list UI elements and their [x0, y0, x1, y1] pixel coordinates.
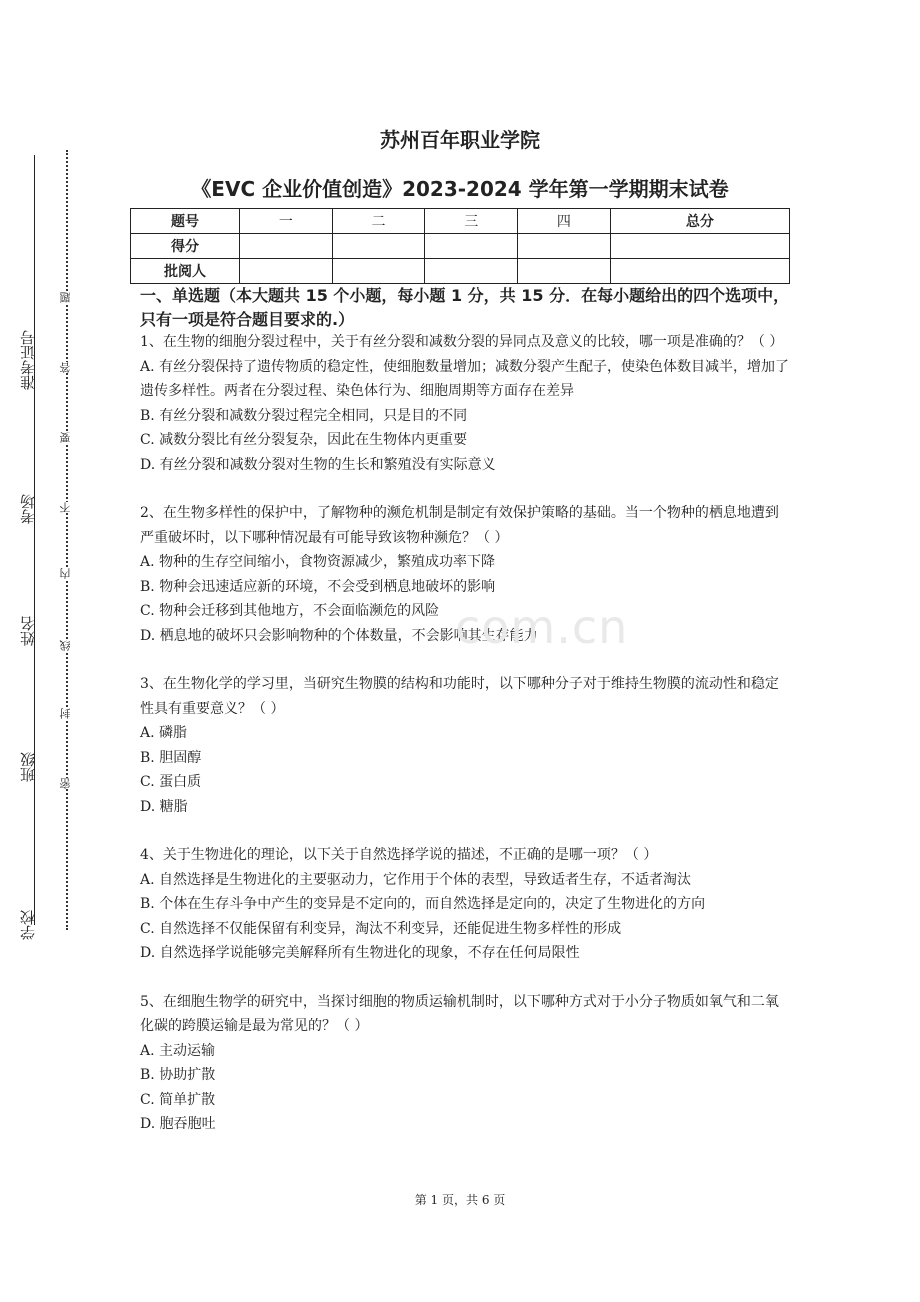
answer-option: A. 磷脂: [140, 725, 188, 741]
answer-option: B. 胆固醇: [140, 749, 202, 766]
binding-field-label: 考场: [19, 494, 37, 524]
answer-option: D. 糖脂: [140, 798, 188, 815]
seal-notice-char: 答: [59, 362, 72, 373]
score-cell: [610, 259, 789, 284]
score-row-label: 得分: [131, 234, 240, 259]
score-cell: [332, 259, 425, 284]
page-footer: 第 1 页，共 6 页: [414, 1193, 506, 1207]
score-table-row: [131, 259, 790, 284]
score-header-cell: 总分: [610, 209, 789, 234]
question-list: [140, 330, 790, 1161]
answer-option: D. 栖息地的破坏只会影响物种的个体数量，不会影响其生存能力: [140, 627, 538, 644]
answer-option: C. 自然选择不仅能保留有利变异，淘汰不利变异，还能促进生物多样性的形成: [140, 920, 622, 937]
seal-dotted-line: [66, 150, 68, 930]
answer-option: B. 物种会迅速适应新的环境，不会受到栖息地破坏的影响: [140, 578, 496, 595]
question-item: [140, 501, 790, 648]
score-table-header-row: [131, 209, 790, 234]
section-heading: 一、单选题（本大题共 15 个小题，每小题 1 分，共 15 分．在每小题给出的四个选项中，只有一项是符合题目要求的.）: [140, 286, 790, 329]
answer-option: D. 有丝分裂和减数分裂对生物的生长和繁殖没有实际意义: [140, 456, 496, 473]
answer-option: A. 物种的生存空间缩小，食物资源减少，繁殖成功率下降: [140, 554, 496, 570]
question-stem: 2、在生物多样性的保护中，了解物种的濒危机制是制定有效保护策略的基础。当一个物种的栖息地遭到严重破坏时，以下哪种情况最有可能导致该物种濒危？（ ）: [140, 505, 779, 546]
seal-notice-char: 线: [59, 640, 72, 651]
institution-title: 苏州百年职业学院: [380, 128, 540, 152]
question-stem: 5、在细胞生物学的研究中，当探讨细胞的物质运输机制时，以下哪种方式对于小分子物质如氧气和二氧化碳的跨膜运输是最为常见的？（ ）: [140, 993, 779, 1034]
question-stem: 1、在生物的细胞分裂过程中，关于有丝分裂和减数分裂的异同点及意义的比较，哪一项是准确的？（ ）: [140, 334, 784, 350]
question-stem: 3、在生物化学的学习里，当研究生物膜的结构和功能时，以下哪种分子对于维持生物膜的流动性和稳定性具有重要意义？（ ）: [140, 676, 779, 717]
score-cell: [425, 259, 518, 284]
answer-option: D. 自然选择学说能够完美解释所有生物进化的现象，不存在任何局限性: [140, 945, 580, 961]
answer-option: C. 蛋白质: [140, 774, 202, 790]
seal-notice-char: 题: [59, 292, 72, 303]
seal-notice-char: 密: [59, 778, 72, 789]
binding-field-label: 姓名: [19, 616, 37, 646]
score-table: [130, 208, 790, 284]
answer-option: C. 简单扩散: [140, 1091, 216, 1108]
seal-notice-char: 不: [59, 502, 72, 513]
exam-title: 《EVC 企业价值创造》2023-2024 学年第一学期期末试卷: [191, 177, 729, 201]
score-header-cell: 四: [518, 209, 611, 234]
score-header-cell: 一: [240, 209, 333, 234]
score-cell: [425, 234, 518, 259]
watermark: com.cn: [455, 600, 629, 654]
score-cell: [240, 234, 333, 259]
answer-option: B. 有丝分裂和减数分裂过程完全相同，只是目的不同: [140, 407, 468, 424]
score-header-cell: 题号: [131, 209, 240, 234]
answer-option: B. 个体在生存斗争中产生的变异是不定向的，而自然选择是定向的，决定了生物进化的方向: [140, 896, 706, 912]
answer-option: B. 协助扩散: [140, 1067, 216, 1083]
answer-option: D. 胞吞胞吐: [140, 1116, 216, 1132]
answer-option: A. 有丝分裂保持了遗传物质的稳定性，使细胞数量增加；减数分裂产生配子，使染色体数目减半，增加了遗传多样性。两者在分裂过程、染色体行为、细胞周期等方面存在差异: [140, 358, 790, 399]
seal-notice-char: 封: [59, 708, 72, 719]
binding-field-label: 准考证号: [19, 330, 37, 390]
binding-solid-line: [34, 155, 35, 925]
binding-field-label: 班级: [19, 752, 37, 782]
answer-option: A. 自然选择是生物进化的主要驱动力，它作用于个体的表型，导致适者生存，不适者淘汰: [140, 871, 692, 888]
score-table-row: [131, 234, 790, 259]
question-item: [140, 843, 790, 966]
score-cell: [518, 234, 611, 259]
score-cell: [518, 259, 611, 284]
answer-option: C. 减数分裂比有丝分裂复杂，因此在生物体内更重要: [140, 432, 468, 448]
score-row-label: 批阅人: [131, 259, 240, 284]
score-header-cell: 三: [425, 209, 518, 234]
question-item: [140, 330, 790, 477]
binding-field-label: 学校: [19, 910, 37, 940]
score-header-cell: 二: [332, 209, 425, 234]
question-item: [140, 990, 790, 1137]
answer-option: C. 物种会迁移到其他地方，不会面临濒危的风险: [140, 603, 440, 619]
score-cell: [332, 234, 425, 259]
question-item: [140, 672, 790, 819]
question-stem: 4、关于生物进化的理论，以下关于自然选择学说的描述，不正确的是哪一项？（ ）: [140, 847, 658, 863]
seal-notice-char: 要: [59, 432, 72, 443]
answer-option: A. 主动运输: [140, 1042, 216, 1059]
score-cell: [610, 234, 789, 259]
score-cell: [240, 259, 333, 284]
seal-notice-char: 内: [59, 568, 72, 579]
